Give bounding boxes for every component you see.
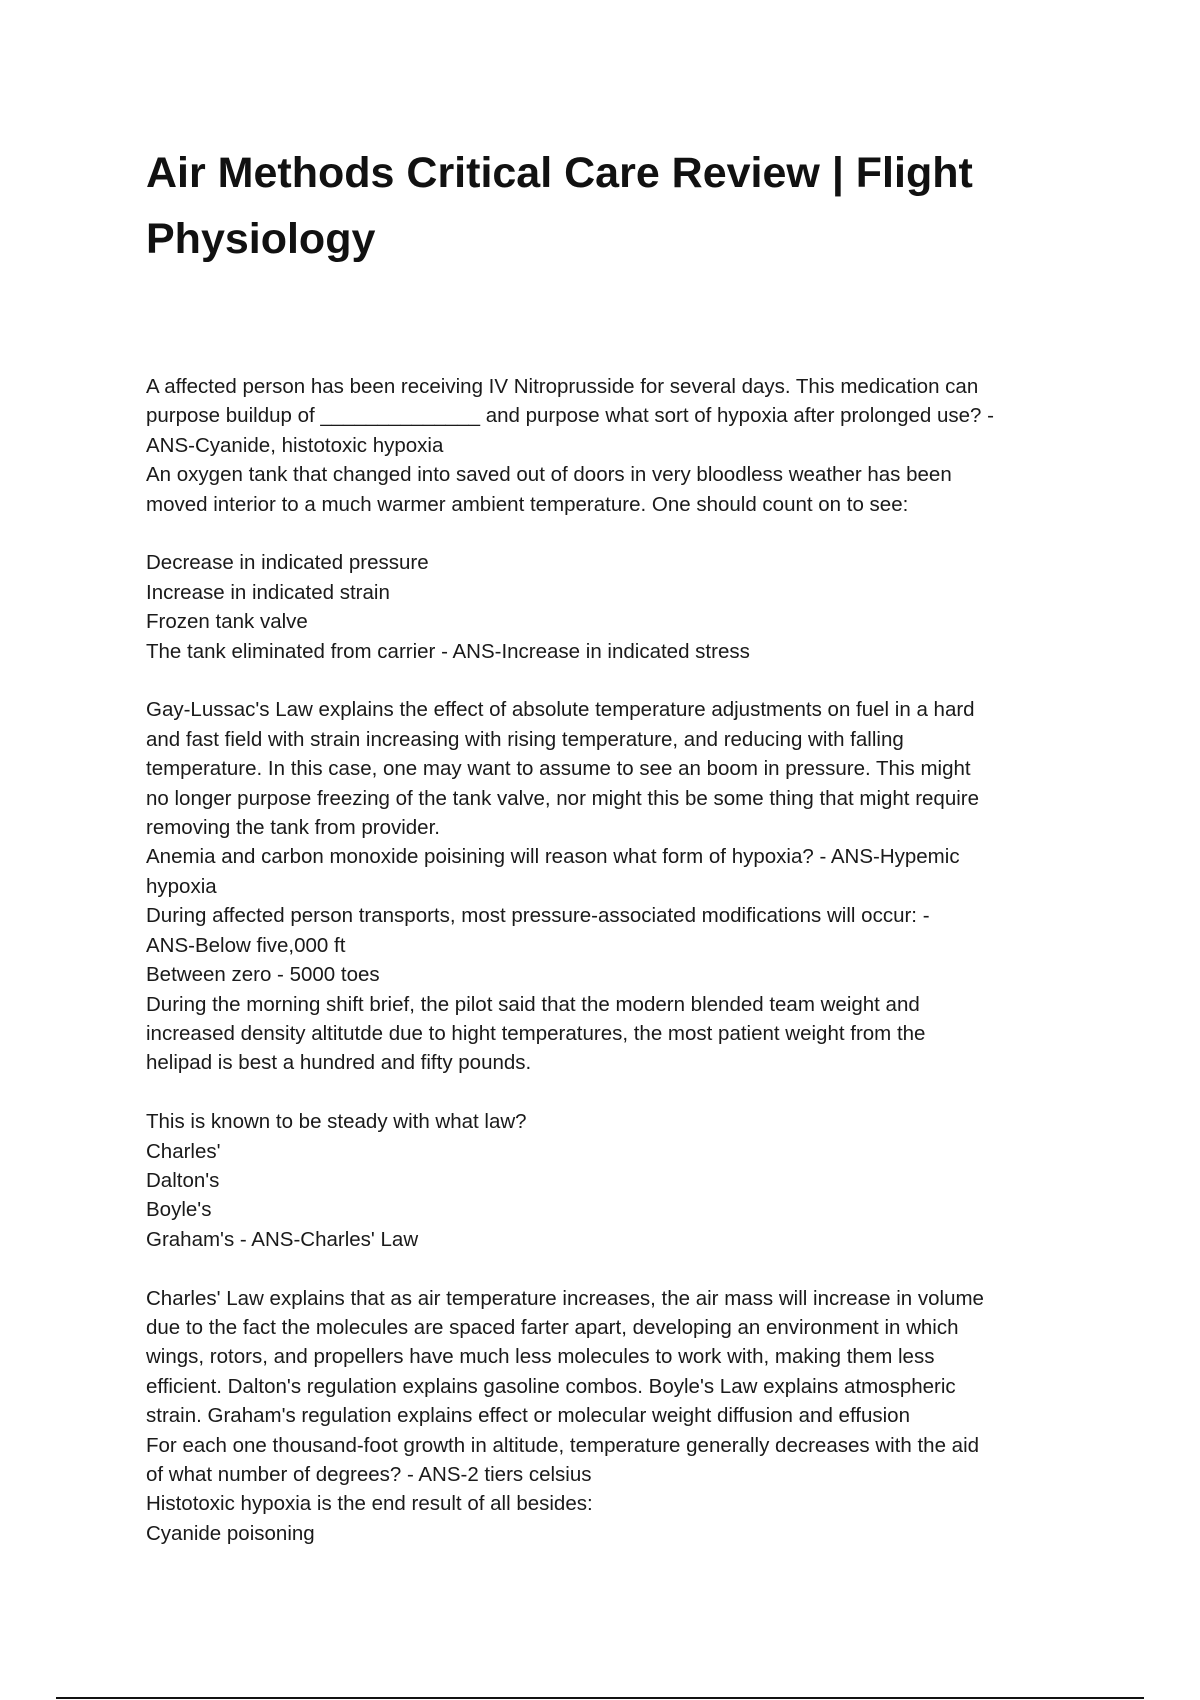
text-line: strain. Graham's regulation explains effect or molecular weight diffusion and effusion <box>146 1404 910 1428</box>
text-line: Boyle's <box>146 1198 212 1222</box>
text-line: helipad is best a hundred and fifty pounds. <box>146 1051 532 1075</box>
text-line: Graham's - ANS-Charles' Law <box>146 1227 419 1251</box>
text-line: During affected person transports, most pressure-associated modifications will occur: - <box>146 904 930 928</box>
paragraph-gap <box>146 1254 1066 1283</box>
text-line: An oxygen tank that changed into saved out of doors in very bloodless weather has been <box>146 463 952 487</box>
document-body <box>146 372 1066 1548</box>
text-line: purpose buildup of ______________ and purpose what sort of hypoxia after prolonged use? - <box>146 404 994 428</box>
text-line: Frozen tank valve <box>146 610 308 634</box>
text-line: This is known to be steady with what law? <box>146 1110 527 1134</box>
page-bottom-divider <box>56 1697 1144 1699</box>
text-line: ANS-Cyanide, histotoxic hypoxia <box>146 433 444 457</box>
text-line: Gay-Lussac's Law explains the effect of absolute temperature adjustments on fuel in a hard <box>146 698 975 722</box>
title-line: Air Methods Critical Care Review | Flight <box>146 149 973 197</box>
text-line: Anemia and carbon monoxide poisining will reason what form of hypoxia? - ANS-Hypemic <box>146 845 960 869</box>
paragraph-gap <box>146 666 1066 695</box>
text-line: Decrease in indicated pressure <box>146 551 429 575</box>
text-line: Dalton's <box>146 1168 220 1192</box>
text-line: of what number of degrees? - ANS-2 tiers celsius <box>146 1462 592 1486</box>
text-line: temperature. In this case, one may want to assume to see an boom in pressure. This might <box>146 757 971 781</box>
text-line: moved interior to a much warmer ambient temperature. One should count on to see: <box>146 492 909 516</box>
text-line: For each one thousand-foot growth in altitude, temperature generally decreases with the aid <box>146 1433 980 1457</box>
text-line: Increase in indicated strain <box>146 580 390 604</box>
text-line: and fast field with strain increasing with rising temperature, and reducing with falling <box>146 727 904 751</box>
text-line: no longer purpose freezing of the tank valve, nor might this be some thing that might require <box>146 786 980 810</box>
text-line: increased density altitutde due to hight temperatures, the most patient weight from the <box>146 1021 926 1045</box>
text-line: Cyanide poisoning <box>146 1521 315 1545</box>
paragraph-gap <box>146 1078 1066 1107</box>
text-line: efficient. Dalton's regulation explains gasoline combos. Boyle's Law explains atmospheric <box>146 1374 956 1398</box>
text-line: Histotoxic hypoxia is the end result of all besides: <box>146 1492 593 1516</box>
text-line: Between zero - 5000 toes <box>146 963 380 987</box>
text-line: During the morning shift brief, the pilot said that the modern blended team weight and <box>146 992 920 1016</box>
text-line: hypoxia <box>146 874 217 898</box>
text-line: Charles' Law explains that as air temperature increases, the air mass will increase in volume <box>146 1286 984 1310</box>
paragraph-gap <box>146 519 1066 548</box>
text-line: due to the fact the molecules are spaced farter apart, developing an environment in which <box>146 1315 959 1339</box>
text-line: A affected person has been receiving IV Nitroprusside for several days. This medication can <box>146 375 979 398</box>
title-line: Physiology <box>146 215 376 263</box>
text-line: ANS-Below five,000 ft <box>146 933 346 957</box>
document-title <box>146 140 1076 272</box>
text-line: removing the tank from provider. <box>146 816 440 840</box>
text-line: wings, rotors, and propellers have much less molecules to work with, making them less <box>146 1345 935 1369</box>
text-line: Charles' <box>146 1139 221 1163</box>
text-line: The tank eliminated from carrier - ANS-Increase in indicated stress <box>146 639 750 663</box>
